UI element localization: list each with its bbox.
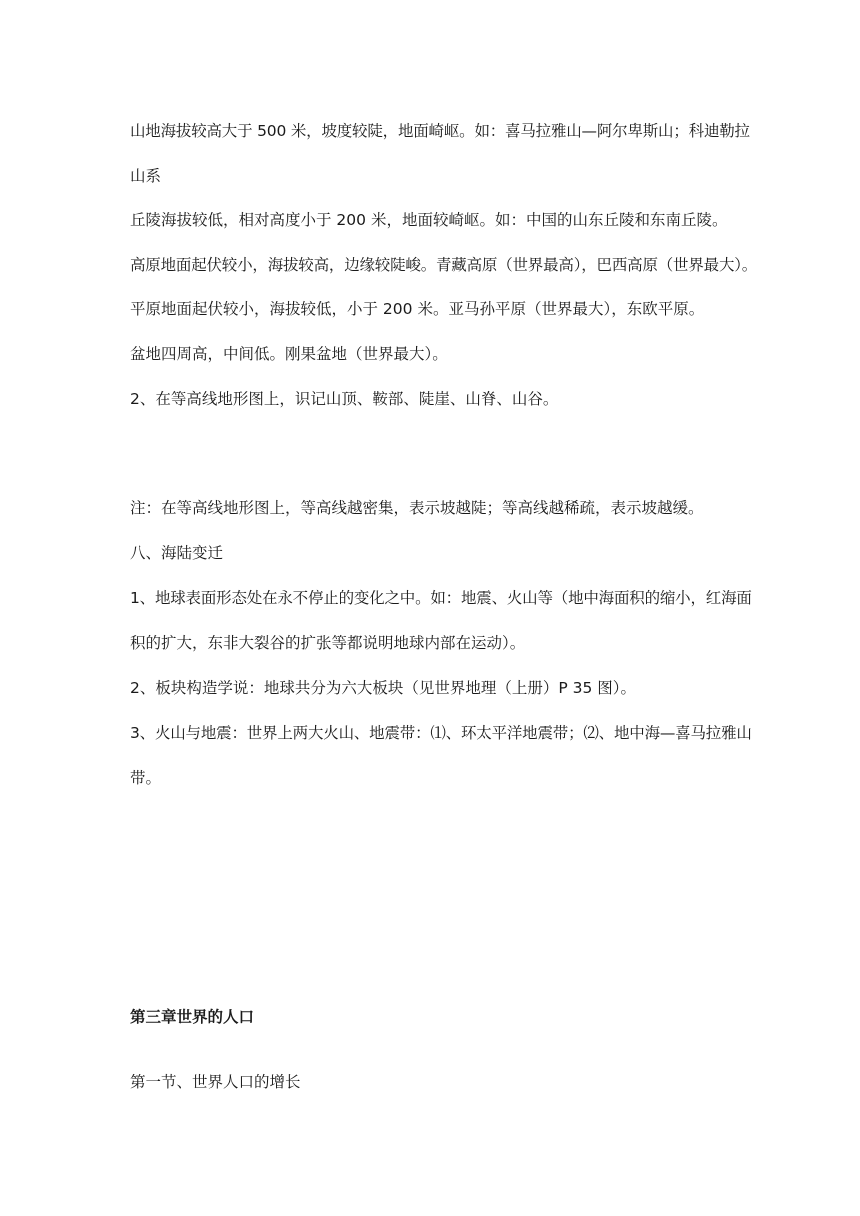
text-line-plain: 平原地面起伏较小，海拔较低，小于 200 米。亚马孙平原（世界最大），东欧平原。 [130, 300, 705, 318]
text-line-change-1-cont: 积的扩大，东非大裂谷的扩张等都说明地球内部在运动）。 [130, 634, 526, 652]
section-heading-land-sea: 八、海陆变迁 [130, 544, 224, 562]
text-line-mountain-cont: 山系 [130, 167, 162, 185]
text-line-volcano: 3、火山与地震：世界上两大火山、地震带：⑴、环太平洋地震带；⑵、地中海—喜马拉雅山 [130, 724, 752, 742]
text-line-plateau: 高原地面起伏较小，海拔较高，边缘较陡峻。青藏高原（世界最高），巴西高原（世界最大）。 [130, 256, 758, 274]
text-line-contour: 2、在等高线地形图上，识记山顶、鞍部、陡崖、山脊、山谷。 [130, 390, 559, 408]
text-line-volcano-cont: 带。 [130, 769, 162, 787]
text-line-hills: 丘陵海拔较低，相对高度小于 200 米，地面较崎岖。如：中国的山东丘陵和东南丘陵。 [130, 211, 728, 229]
text-line-plates: 2、板块构造学说：地球共分为六大板块（见世界地理（上册）P 35 图）。 [130, 679, 637, 697]
text-line-basin: 盆地四周高，中间低。刚果盆地（世界最大）。 [130, 345, 448, 363]
chapter-title: 第三章世界的人口 [130, 1008, 255, 1026]
text-line-change-1: 1、地球表面形态处在永不停止的变化之中。如：地震、火山等（地中海面积的缩小，红海面 [130, 589, 752, 607]
text-line-note: 注：在等高线地形图上，等高线越密集，表示坡越陡；等高线越稀疏，表示坡越缓。 [130, 499, 704, 517]
section-title: 第一节、世界人口的增长 [130, 1073, 301, 1091]
text-line-mountain: 山地海拔较高大于 500 米，坡度较陡，地面崎岖。如：喜马拉雅山—阿尔卑斯山；科迪勒拉 [130, 122, 750, 140]
